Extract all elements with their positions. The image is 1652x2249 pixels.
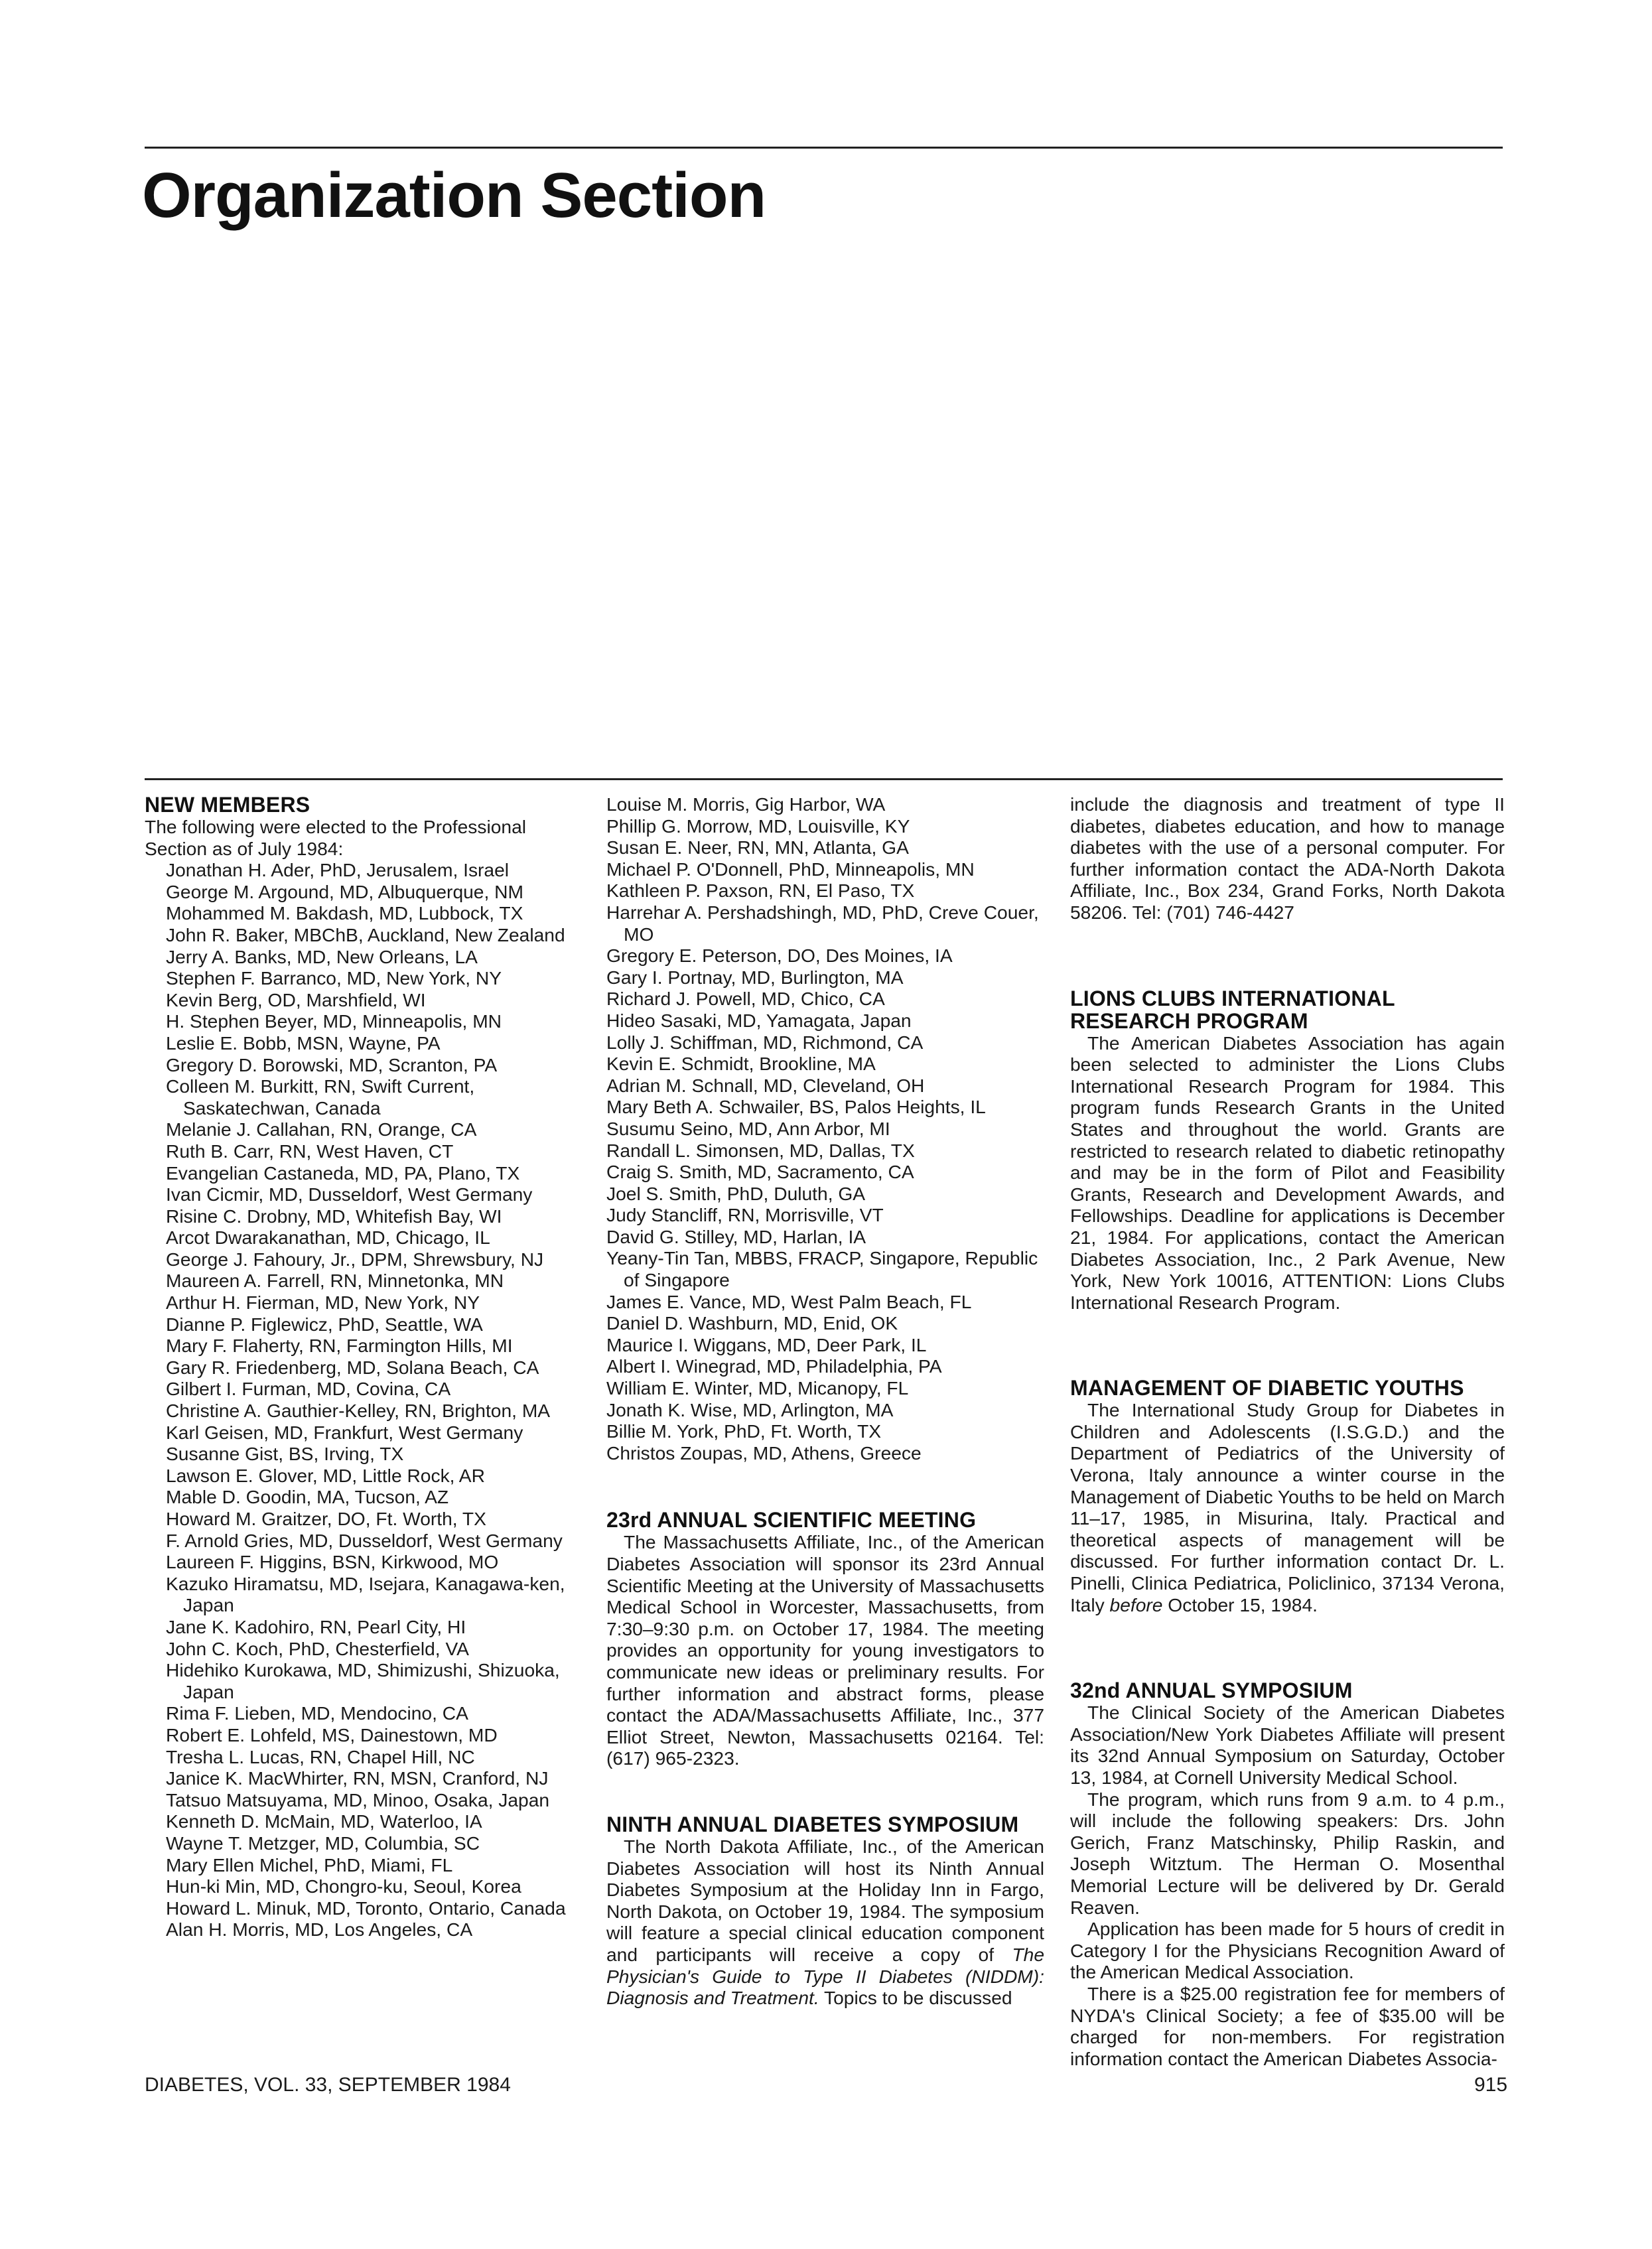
member-entry: Susumu Seino, MD, Ann Arbor, MI (606, 1117, 890, 1139)
member-entry: Tresha L. Lucas, RN, Chapel Hill, NC (166, 1745, 475, 1767)
symposium-32nd-para2: The program, which runs from 9 a.m. to 4 p.m., will include the following speakers: Drs. John Gerich, Franz Matschinsky, Philip Raskin, and Joseph Witztum. The Herman O. Mosenthal Memorial Lecture will be delivered by Dr. Gerald Reaven. (1070, 1788, 1505, 1918)
symposium-32nd-para3: Application has been made for 5 hours of credit in Category I for the Physicians Recognition Award of the American Medical Association. (1070, 1918, 1505, 1983)
member-entry: Phillip G. Morrow, MD, Louisville, KY (606, 815, 910, 837)
member-entry: Kevin Berg, OD, Marshfield, WI (166, 988, 426, 1010)
diabetic-youths-heading: MANAGEMENT OF DIABETIC YOUTHS (1070, 1376, 1464, 1400)
member-entry: Mohammed M. Bakdash, MD, Lubbock, TX (166, 902, 523, 924)
new-members-heading: NEW MEMBERS (145, 793, 310, 817)
member-entry: John R. Baker, MBChB, Auckland, New Zealand (166, 923, 565, 945)
member-entry: Jonathan H. Ader, PhD, Jerusalem, Israel (166, 859, 510, 881)
member-entry: Kenneth D. McMain, MD, Waterloo, IA (166, 1810, 482, 1832)
member-entry: Rima F. Lieben, MD, Mendocino, CA (166, 1702, 468, 1724)
member-entry: Christine A. Gauthier-Kelley, RN, Brighton, MA (166, 1400, 551, 1422)
member-entry: Arcot Dwarakanathan, MD, Chicago, IL (166, 1227, 490, 1249)
top-rule (145, 147, 1503, 149)
member-entry: Evangelian Castaneda, MD, PA, Plano, TX (166, 1162, 520, 1184)
member-entry: Janice K. MacWhirter, RN, MSN, Cranford, NJ (166, 1767, 549, 1789)
member-entry: Michael P. O'Donnell, PhD, Minneapolis, MN (606, 858, 975, 880)
diabetic-youths-body-end: October 15, 1984. (1162, 1594, 1318, 1615)
member-entry: Louise M. Morris, Gig Harbor, WA (606, 793, 886, 815)
member-entry: Arthur H. Fierman, MD, New York, NY (166, 1292, 480, 1314)
member-entry: Maureen A. Farrell, RN, Minnetonka, MN (166, 1270, 504, 1292)
member-entry: Albert I. Winegrad, MD, Philadelphia, PA (606, 1355, 942, 1377)
member-entry: Ivan Cicmir, MD, Dusseldorf, West Germany (166, 1184, 533, 1205)
member-entry: Maurice I. Wiggans, MD, Deer Park, IL (606, 1333, 927, 1355)
member-entry: James E. Vance, MD, West Palm Beach, FL (606, 1290, 972, 1312)
member-entry: George J. Fahoury, Jr., DPM, Shrewsbury, NJ (166, 1248, 544, 1270)
book-title: The Physician's Guide to Type II Diabetes (NIDDM): Diagnosis and Treatment. (606, 1943, 1044, 2009)
member-entry: Yeany-Tin Tan, MBBS, FRACP, Singapore, Republic of Singapore (606, 1247, 1038, 1291)
member-entry: Gilbert I. Furman, MD, Covina, CA (166, 1378, 451, 1400)
member-entry: Kevin E. Schmidt, Brookline, MA (606, 1053, 876, 1075)
member-entry: Hidehiko Kurokawa, MD, Shimizushi, Shizuoka, Japan (166, 1659, 560, 1702)
lions-heading-line1: LIONS CLUBS INTERNATIONAL (1070, 986, 1395, 1010)
member-entry: Billie M. York, PhD, Ft. Worth, TX (606, 1420, 882, 1442)
member-entry: Gary I. Portnay, MD, Burlington, MA (606, 966, 904, 988)
ninth-symposium-body (606, 1836, 1044, 2009)
column-3 (1070, 793, 1505, 2069)
ninth-symposium-continuation: include the diagnosis and treatment of type II diabetes, diabetes education, and how to manage diabetes with the use of a personal computer. For further information contact the ADA-North Dakota Affiliate, Inc., Box 234, Grand Forks, North Dakota 58206. Tel: (701) 746-4427 (1070, 793, 1505, 923)
before-word: before (1109, 1594, 1163, 1615)
member-entry: Wayne T. Metzger, MD, Columbia, SC (166, 1832, 480, 1854)
member-entry: Craig S. Smith, MD, Sacramento, CA (606, 1161, 914, 1183)
member-entry: Kathleen P. Paxson, RN, El Paso, TX (606, 880, 915, 902)
footer-page-number: 915 (1474, 2074, 1508, 2096)
member-entry: Gregory D. Borowski, MD, Scranton, PA (166, 1054, 498, 1075)
member-entry: F. Arnold Gries, MD, Dusseldorf, West Germany (166, 1529, 563, 1551)
member-entry: Mable D. Goodin, MA, Tucson, AZ (166, 1486, 449, 1508)
member-entry: Lawson E. Glover, MD, Little Rock, AR (166, 1464, 485, 1486)
member-entry: Dianne P. Figlewicz, PhD, Seattle, WA (166, 1313, 483, 1335)
member-entry: Alan H. Morris, MD, Los Angeles, CA (166, 1919, 473, 1941)
member-entry: H. Stephen Beyer, MD, Minneapolis, MN (166, 1010, 502, 1032)
lions-heading-line2: RESEARCH PROGRAM (1070, 1008, 1308, 1033)
member-entry: Randall L. Simonsen, MD, Dallas, TX (606, 1139, 915, 1161)
meeting-23rd-body: The Massachusetts Affiliate, Inc., of the American Diabetes Association will sponsor its 23rd Annual Scientific Meeting at the University of Massachusetts Medical School in Worcester, Massachusetts, from 7:30–9:30 p.m. on October 17, 1984. The meeting provides an opportunity for young investigators to communicate new ideas or preliminary results. For further information and abstract forms, please contact the ADA/Massachusetts Affiliate, Inc., 377 Elliot Street, Newton, Massachusetts 02164. Tel: (617) 965-2323. (606, 1531, 1044, 1769)
member-entry: Judy Stancliff, RN, Morrisville, VT (606, 1204, 884, 1226)
member-entry: Howard M. Graitzer, DO, Ft. Worth, TX (166, 1508, 486, 1529)
member-entry: Daniel D. Washburn, MD, Enid, OK (606, 1312, 898, 1334)
member-entry: Mary F. Flaherty, RN, Farmington Hills, MI (166, 1335, 513, 1357)
symposium-32nd-para4: There is a $25.00 registration fee for members of NYDA's Clinical Society; a fee of $35.00 will be charged for non-members. For registration information contact the American Diabetes Associa- (1070, 1982, 1505, 2069)
page-title: Organization Section (142, 160, 766, 231)
member-entry: George M. Argound, MD, Albuquerque, NM (166, 880, 523, 902)
members-list-col2 (606, 793, 1044, 1464)
members-list-col1 (145, 859, 566, 1941)
lions-clubs-heading (1070, 987, 1505, 1032)
member-entry: Lolly J. Schiffman, MD, Richmond, CA (606, 1031, 924, 1053)
ninth-symposium-body-start: The North Dakota Affiliate, Inc., of the American Diabetes Association will host its Ninth Annual Diabetes Symposium at the Holiday Inn in Fargo, North Dakota, on October 19, 1984. The symposium will feature a special clinical education component and participants will receive a copy of (606, 1835, 1044, 1965)
member-entry: William E. Winter, MD, Micanopy, FL (606, 1377, 909, 1399)
member-entry: Laureen F. Higgins, BSN, Kirkwood, MO (166, 1551, 499, 1573)
member-entry: Stephen F. Barranco, MD, New York, NY (166, 967, 502, 989)
member-entry: Ruth B. Carr, RN, West Haven, CT (166, 1140, 454, 1162)
section-rule (145, 778, 1503, 780)
member-entry: Adrian M. Schnall, MD, Cleveland, OH (606, 1074, 925, 1096)
member-entry: John C. Koch, PhD, Chesterfield, VA (166, 1637, 469, 1659)
member-entry: Joel S. Smith, PhD, Duluth, GA (606, 1182, 866, 1204)
member-entry: Jonath K. Wise, MD, Arlington, MA (606, 1398, 894, 1420)
ninth-symposium-body-end: Topics to be discussed (819, 1987, 1012, 2009)
member-entry: Gregory E. Peterson, DO, Des Moines, IA (606, 945, 953, 967)
column-1 (145, 793, 566, 1941)
member-entry: Hideo Sasaki, MD, Yamagata, Japan (606, 1009, 912, 1031)
member-entry: Melanie J. Callahan, RN, Orange, CA (166, 1119, 477, 1140)
member-entry: Howard L. Minuk, MD, Toronto, Ontario, Canada (166, 1897, 566, 1919)
member-entry: Mary Ellen Michel, PhD, Miami, FL (166, 1854, 453, 1875)
new-members-intro: The following were elected to the Professional Section as of July 1984: (145, 816, 527, 859)
member-entry: Risine C. Drobny, MD, Whitefish Bay, WI (166, 1205, 502, 1227)
diabetic-youths-body (1070, 1399, 1505, 1615)
symposium-32nd-heading: 32nd ANNUAL SYMPOSIUM (1070, 1678, 1353, 1703)
lions-clubs-body: The American Diabetes Association has again been selected to administer the Lions Clubs International Research Program for 1984. This program funds Research Grants in the United States and throughout the world. Grants are restricted to research related to diabetic retinopathy and may be in the form of Pilot and Feasibility Grants, Research and Development Awards, and Fellowships. Deadline for applications is December 21, 1984. For applications, contact the American Diabetes Association, Inc., 2 Park Avenue, New York, New York 10016, ATTENTION: Lions Clubs International Research Program. (1070, 1032, 1505, 1313)
member-entry: Susan E. Neer, RN, MN, Atlanta, GA (606, 837, 909, 858)
member-entry: Jerry A. Banks, MD, New Orleans, LA (166, 945, 478, 967)
member-entry: Colleen M. Burkitt, RN, Swift Current, Saskatechwan, Canada (166, 1075, 475, 1119)
member-entry: Hun-ki Min, MD, Chongro-ku, Seoul, Korea (166, 1875, 521, 1897)
member-entry: Leslie E. Bobb, MSN, Wayne, PA (166, 1032, 441, 1054)
diabetic-youths-body-start: The International Study Group for Diabetes in Children and Adolescents (I.S.G.D.) and the Department of Pediatrics of the University of Verona, Italy announce a winter course in the Management of Diabetic Youths to be held on March 11–17, 1985, in Misurina, Italy. Practical and theoretical aspects of management will be discussed. For further information contact Dr. L. Pinelli, Clinica Pediatrica, Policlinico, 37134 Verona, Italy (1070, 1399, 1505, 1615)
member-entry: Jane K. Kadohiro, RN, Pearl City, HI (166, 1615, 466, 1637)
meeting-23rd-heading: 23rd ANNUAL SCIENTIFIC MEETING (606, 1508, 977, 1533)
column-2 (606, 793, 1044, 2009)
member-entry: Susanne Gist, BS, Irving, TX (166, 1443, 404, 1465)
member-entry: David G. Stilley, MD, Harlan, IA (606, 1225, 866, 1247)
ninth-symposium-heading: NINTH ANNUAL DIABETES SYMPOSIUM (606, 1812, 1019, 1836)
member-entry: Richard J. Powell, MD, Chico, CA (606, 988, 885, 1010)
member-entry: Tatsuo Matsuyama, MD, Minoo, Osaka, Japan (166, 1789, 550, 1810)
member-entry: Mary Beth A. Schwailer, BS, Palos Heights, IL (606, 1096, 986, 1118)
member-entry: Gary R. Friedenberg, MD, Solana Beach, CA (166, 1356, 539, 1378)
member-entry: Robert E. Lohfeld, MS, Dainestown, MD (166, 1724, 498, 1745)
member-entry: Kazuko Hiramatsu, MD, Isejara, Kanagawa-ken, Japan (166, 1572, 565, 1616)
footer-journal: DIABETES, VOL. 33, SEPTEMBER 1984 (145, 2074, 511, 2096)
member-entry: Karl Geisen, MD, Frankfurt, West Germany (166, 1421, 523, 1443)
symposium-32nd-para1: The Clinical Society of the American Diabetes Association/New York Diabetes Affiliate will present its 32nd Annual Symposium on Saturday, October 13, 1984, at Cornell University Medical School. (1070, 1702, 1505, 1788)
member-entry: Christos Zoupas, MD, Athens, Greece (606, 1442, 922, 1464)
member-entry: Harrehar A. Pershadshingh, MD, PhD, Creve Couer, MO (606, 901, 1039, 945)
